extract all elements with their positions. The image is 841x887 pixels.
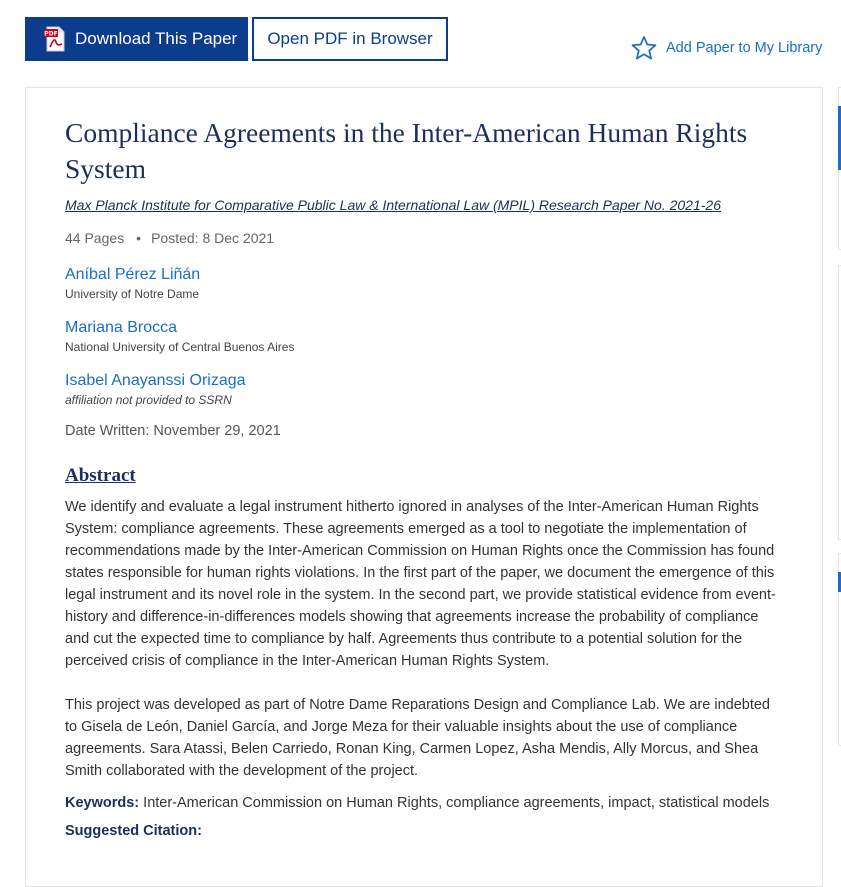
suggested-citation-heading: Suggested Citation: xyxy=(65,823,202,839)
author-name-link[interactable]: Mariana Brocca xyxy=(65,319,178,336)
add-to-library-link[interactable] xyxy=(630,34,822,62)
keywords xyxy=(65,792,785,814)
abstract-paragraph: This project was developed as part of Notre Dame Reparations Design and Compliance Lab. We are indebted to Gisela de León, Daniel García, and Jorge Meza for their valuable insights about the use of compliance agreements. Sara Atassi, Belen Carriedo, Ronan King, Carmen Lopez, Asha Mendis, Ally Morcus, and Shea Smith collaborated with the development of the project. xyxy=(65,697,770,779)
author-block xyxy=(65,372,785,407)
keywords-text: Inter-American Commission on Human Rights, compliance agreements, impact, statistical models xyxy=(143,795,770,811)
abstract-paragraph: We identify and evaluate a legal instrument hitherto ignored in analyses of the Inter-American Human Rights System: compliance agreements. These agreements emerged as a tool to negotiate the implementation of recommendations made by the Inter-American Commission on Human Rights once the Commission has found states responsible for human rights violations. In the first part of the paper, we document the emergence of this legal instrument and its novel role in the system. In the second part, we provide statistical evidence from event-history and difference-in-differences models showing that agreements increase the probability of compliance and cut the expected time to compliance by half. Agreements thus contribute to a potential solution for the perceived crisis of compliance in the Inter-American Human Rights System. xyxy=(65,499,776,669)
author-block xyxy=(65,319,785,354)
download-button-label: Download This Paper xyxy=(75,29,238,48)
add-to-library-label: Add Paper to My Library xyxy=(666,40,823,56)
star-icon xyxy=(630,34,658,62)
date-written: Date Written: November 29, 2021 xyxy=(65,423,281,439)
paper-series-link[interactable]: Max Planck Institute for Comparative Public Law & International Law (MPIL) Research Paper No. 2021-26 xyxy=(65,197,721,213)
author-name-link[interactable]: Isabel Anayanssi Orizaga xyxy=(65,372,246,389)
keywords-label: Keywords: xyxy=(65,795,140,811)
abstract-heading: Abstract xyxy=(65,465,136,486)
download-paper-button[interactable] xyxy=(25,17,248,61)
page-count: 44 Pages xyxy=(65,230,125,246)
abstract-body xyxy=(65,496,785,782)
paper-content xyxy=(65,115,785,839)
paper-title: Compliance Agreements in the Inter-American Human Rights System xyxy=(65,117,748,184)
meta-separator-icon: • xyxy=(136,230,142,246)
paper-meta xyxy=(65,230,785,246)
open-pdf-button[interactable] xyxy=(252,17,448,61)
author-affiliation: National University of Central Buenos Aires xyxy=(65,340,295,354)
author-name-link[interactable]: Aníbal Pérez Liñán xyxy=(65,266,201,283)
pdf-icon-label: PDF xyxy=(44,30,58,38)
pdf-file-icon xyxy=(43,26,67,52)
open-pdf-button-label: Open PDF in Browser xyxy=(267,29,433,48)
author-affiliation: University of Notre Dame xyxy=(65,287,200,301)
posted-date: Posted: 8 Dec 2021 xyxy=(151,230,275,246)
author-block xyxy=(65,266,785,301)
author-affiliation: affiliation not provided to SSRN xyxy=(65,393,232,407)
